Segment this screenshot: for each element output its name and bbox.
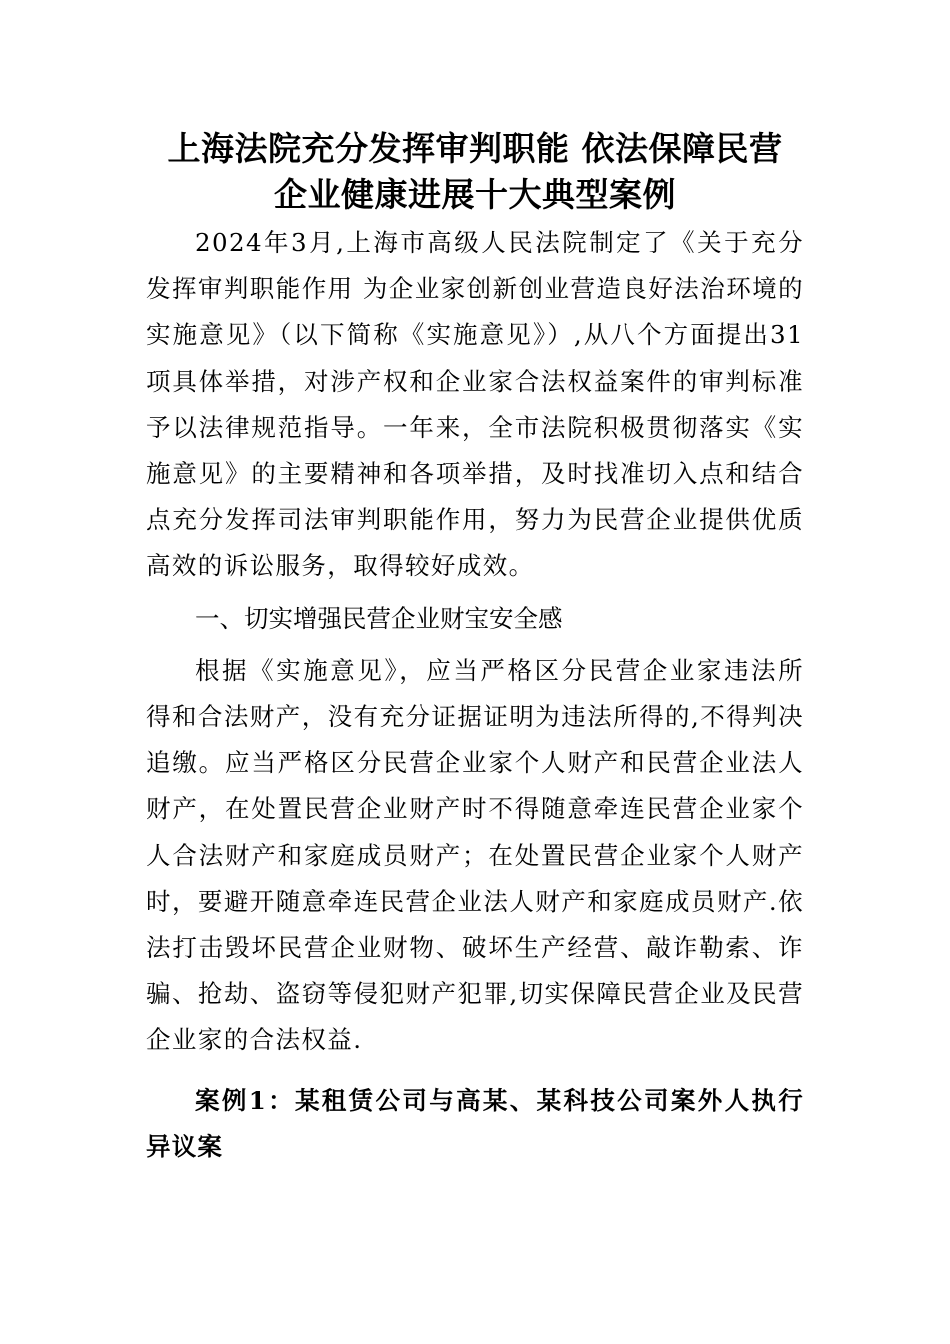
intro-paragraph: 2024年3月,上海市高级人民法院制定了《关于充分发挥审判职能作用 为企业家创新创业营造良好法治环境的实施意见》（以下简称《实施意见》）,从八个方面提出31项具体举措，对涉产权和企业家合法权益案件的审判标准予以法律规范指导。一年来，全市法院积极贯彻落实《实施意见》的主要精神和各项举措，及时找准切入点和结合点充分发挥司法审判职能作用，努力为民营企业提供优质高效的诉讼服务，取得较好成效。 xyxy=(146,228,804,581)
section-1-paragraph: 根据《实施意见》，应当严格区分民营企业家违法所得和合法财产，没有充分证据证明为违法所得的,不得判决追缴。应当严格区分民营企业家个人财产和民营企业法人财产，在处置民营企业财产时不得随意牵连民营企业家个人合法财产和家庭成员财产；在处置民营企业家个人财产时，要避开随意牵连民营企业法人财产和家庭成员财产.依法打击毁坏民营企业财物、破坏生产经营、敲诈勒索、诈骗、抢劫、盗窃等侵犯财产犯罪,切实保障民营企业及民营企业家的合法权益. xyxy=(146,655,804,1055)
title-line-2: 企业健康进展十大典型案例 xyxy=(274,175,676,214)
case-1-title: 案例1：某租赁公司与高某、某科技公司案外人执行异议案 xyxy=(146,1085,804,1161)
section-1-heading: 一、切实增强民营企业财宝安全感 xyxy=(195,603,563,633)
document-title xyxy=(146,126,804,218)
title-line-1: 上海法院充分发挥审判职能 依法保障民营 xyxy=(167,129,783,168)
